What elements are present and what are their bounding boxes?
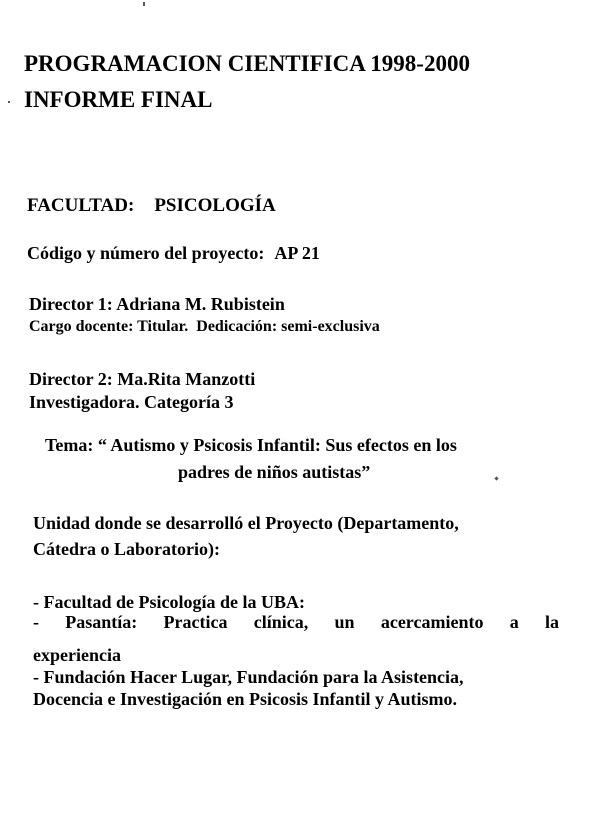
facultad-label: FACULTAD:	[27, 195, 135, 216]
project-code-value: AP 21	[274, 243, 320, 263]
unidad-line1: Unidad donde se desarrolló el Proyecto (Departamento,	[33, 513, 459, 533]
facultad-line	[27, 196, 276, 215]
document-subtitle: INFORME FINAL	[24, 87, 213, 112]
document-title: PROGRAMACION CIENTIFICA 1998-2000	[24, 51, 470, 76]
unidad-line2: Cátedra o Laboratorio):	[33, 539, 220, 559]
item-pasantia-word: Pasantía:	[65, 612, 138, 632]
director2-categoria: Investigadora. Categoría 3	[29, 392, 234, 412]
scan-speck	[143, 2, 145, 6]
director1-dedicacion: Dedicación: semi-exclusiva	[196, 318, 380, 335]
item-pasantia-word: clínica,	[253, 612, 309, 632]
item-pasantia-word: -	[33, 612, 39, 632]
director1-cargo-line	[29, 319, 380, 335]
project-code-label: Código y número del proyecto:	[27, 243, 265, 263]
item-pasantia	[33, 613, 559, 631]
item-pasantia-word: Practica	[163, 612, 228, 632]
item-pasantia-word: a	[509, 612, 519, 632]
director2-name: Director 2: Ma.Rita Manzotti	[29, 369, 256, 389]
scan-speck	[8, 101, 10, 103]
item-facultad: - Facultad de Psicología de la UBA:	[33, 592, 305, 612]
director1-name: Director 1: Adriana M. Rubistein	[29, 294, 285, 314]
scan-speck	[494, 476, 498, 480]
item-fundacion-line2: Docencia e Investigación en Psicosis Infantil y Autismo.	[33, 689, 458, 709]
item-pasantia-word: acercamiento	[380, 612, 484, 632]
item-pasantia-word: la	[544, 612, 559, 632]
tema-line2: padres de niños autistas”	[178, 462, 371, 482]
project-code-line	[27, 244, 320, 262]
facultad-value: PSICOLOGÍA	[154, 195, 276, 216]
item-pasantia-word: un	[334, 612, 355, 632]
director1-cargo: Cargo docente: Titular.	[29, 318, 189, 335]
item-pasantia-continuation: experiencia	[33, 645, 121, 665]
item-fundacion-line1: - Fundación Hacer Lugar, Fundación para la Asistencia,	[33, 667, 464, 687]
tema-line1: Tema: “ Autismo y Psicosis Infantil: Sus efectos en los	[45, 435, 457, 455]
